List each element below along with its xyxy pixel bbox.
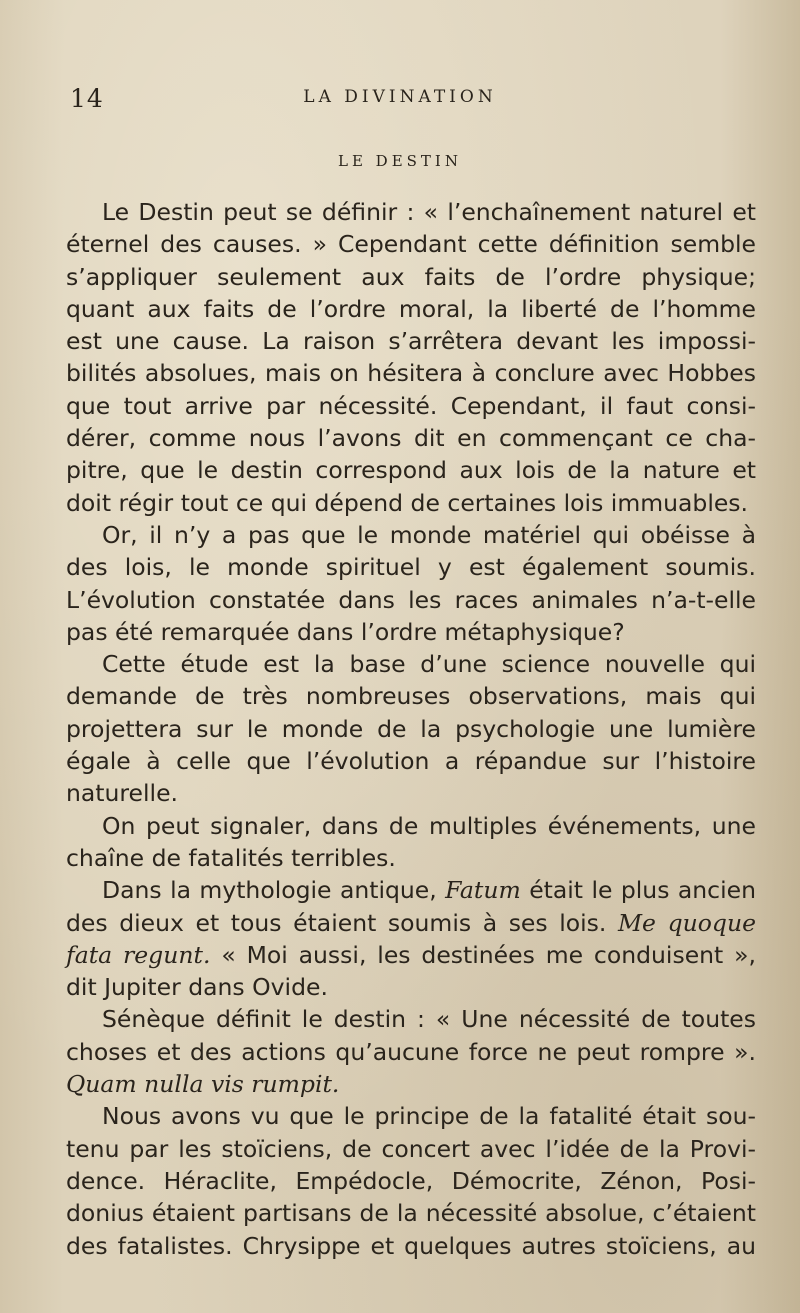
body-text	[66, 196, 756, 1262]
text-line: Le Destin peut se définir : « l’enchaînement naturel et	[102, 198, 756, 226]
italic-quote: Quam nulla vis rumpit.	[66, 1070, 340, 1099]
italic-quote: fata regunt.	[66, 940, 211, 969]
text-line: L’évolution constatée dans les races animales n’a-t-elle	[66, 585, 756, 614]
text-line: dence. Héraclite, Empédocle, Démocrite, Zénon, Posi-	[66, 1166, 756, 1195]
text-line: éternel des causes. » Cependant cette définition semble	[66, 230, 756, 259]
text-fragment: « Moi aussi, les destinées me conduisent »,	[221, 940, 756, 969]
text-line: dit Jupiter dans Ovide.	[66, 973, 328, 1002]
text-line: demande de très nombreuses observations, mais qui	[66, 682, 756, 711]
text-line: des fatalistes. Chrysippe et quelques autres stoïciens, au	[66, 1231, 756, 1260]
text-line: pas été remarquée dans l’ordre métaphysique?	[66, 617, 625, 646]
text-line: projettera sur le monde de la psychologie une lumière	[66, 714, 756, 743]
text-line: des lois, le monde spirituel y est également soumis.	[66, 553, 756, 582]
text-line: Or, il n’y a pas que le monde matériel qui obéisse à	[102, 520, 756, 549]
text-line: donius étaient partisans de la nécessité absolue, c’étaient	[66, 1199, 756, 1228]
text-line: bilités absolues, mais on hésitera à conclure avec Hobbes	[66, 359, 756, 388]
text-line: Cette étude est la base d’une science nouvelle qui	[102, 650, 756, 679]
italic-term: Fatum	[445, 876, 521, 905]
text-line: quant aux faits de l’ordre moral, la liberté de l’homme	[66, 294, 756, 323]
page-number: 14	[70, 84, 104, 113]
text-line: On peut signaler, dans de multiples événements, une	[102, 811, 756, 840]
text-line: naturelle.	[66, 779, 178, 808]
text-line: chaîne de fatalités terribles.	[66, 843, 396, 872]
chapter-title: LE DESTIN	[338, 152, 462, 170]
text-line: choses et des actions qu’aucune force ne peut rompre ».	[66, 1037, 756, 1066]
text-line: doit régir tout ce qui dépend de certaines lois immuables.	[66, 488, 749, 517]
running-head	[0, 84, 800, 114]
text-line: que tout arrive par nécessité. Cependant, il faut consi-	[66, 391, 756, 420]
text-line	[66, 939, 756, 971]
text-line: s’appliquer seulement aux faits de l’ordre physique;	[66, 262, 756, 291]
text-line: pitre, que le destin correspond aux lois de la nature et	[66, 456, 756, 485]
text-fragment: des dieux et tous étaient soumis à ses lois.	[66, 908, 607, 937]
text-line: égale à celle que l’évolution a répandue sur l’histoire	[66, 747, 756, 776]
running-title: LA DIVINATION	[303, 87, 497, 107]
text-line: Nous avons vu que le principe de la fatalité était sou-	[102, 1102, 756, 1131]
text-line	[66, 1068, 756, 1100]
text-fragment: était le plus ancien	[529, 876, 756, 905]
text-fragment: Dans la mythologie antique,	[102, 876, 437, 905]
text-line	[66, 874, 756, 906]
text-line: dérer, comme nous l’avons dit en commençant ce cha-	[66, 424, 756, 453]
text-line: Sénèque définit le destin : « Une nécessité de toutes	[102, 1005, 756, 1034]
italic-quote: Me quoque	[618, 908, 756, 937]
text-line: tenu par les stoïciens, de concert avec l’idée de la Provi-	[66, 1134, 756, 1163]
text-line: est une cause. La raison s’arrêtera devant les impossi-	[66, 327, 756, 356]
text-line	[66, 907, 756, 939]
